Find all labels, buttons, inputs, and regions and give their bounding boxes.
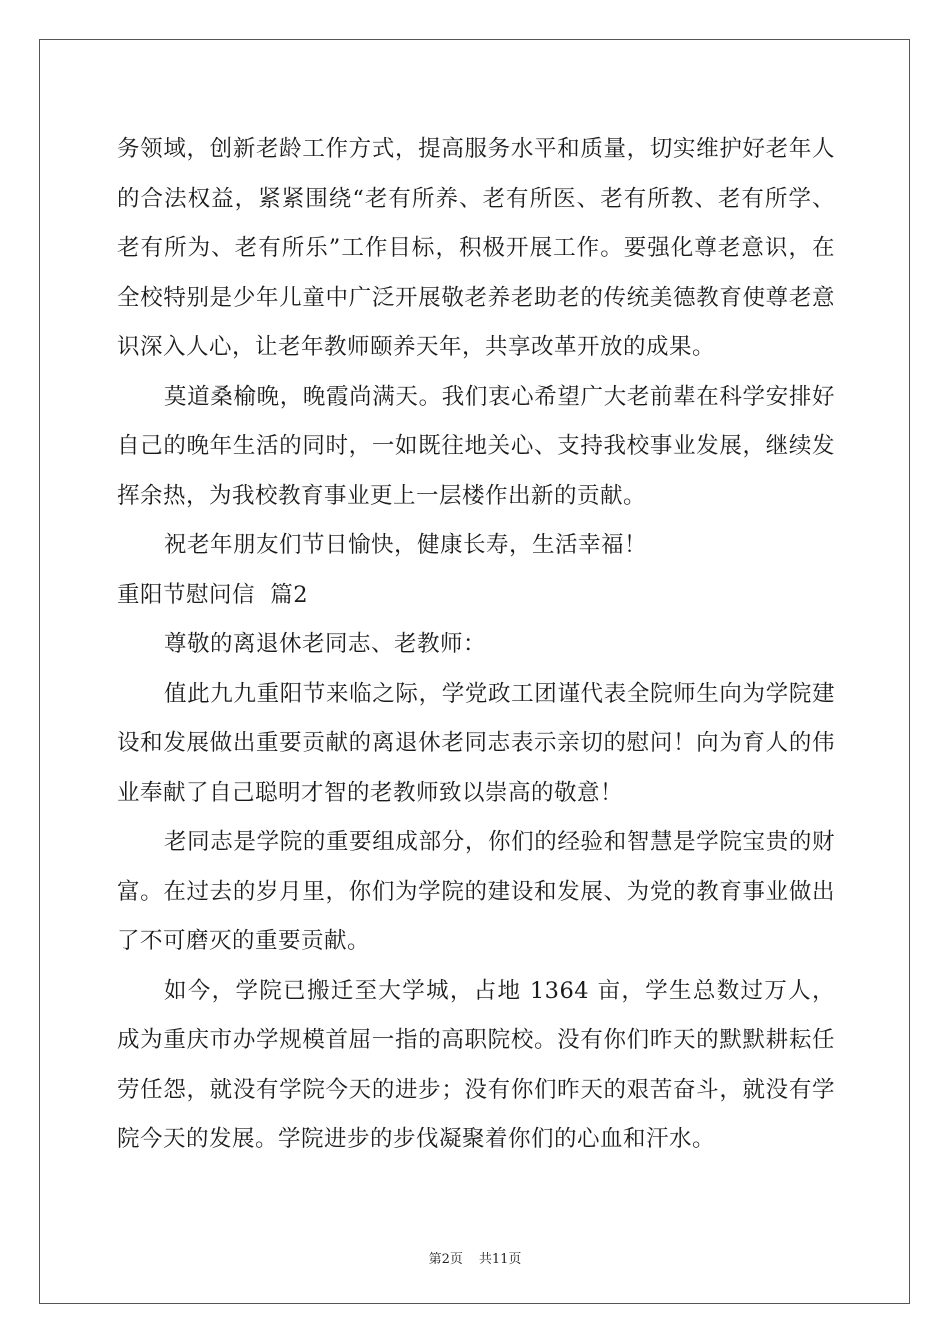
page-total: 共11页: [478, 1252, 522, 1267]
paragraph: 莫道桑榆晚，晚霞尚满天。我们衷心希望广大老前辈在科学安排好自己的晚年生活的同时，一如既往地关心、支持我校事业发展，继续发挥余热，为我校教育事业更上一层楼作出新的贡献。: [117, 383, 835, 509]
page-footer: [0, 1248, 950, 1267]
section-heading: 重阳节慰问信 篇2: [117, 581, 309, 608]
document-body: [117, 125, 835, 1165]
paragraph: 如今，学院已搬迁至大学城，占地 1364 亩，学生总数过万人，成为重庆市办学规模首屈一指的高职院校。没有你们昨天的默默耕耘任劳任怨，就没有学院今天的进步；没有你们昨天的艰苦奋斗，就没有学院今天的发展。学院进步的步伐凝聚着你们的心血和汗水。: [117, 977, 835, 1152]
paragraph: 务领域，创新老龄工作方式，提高服务水平和质量，切实维护好老年人的合法权益，紧紧围绕“老有所养、老有所医、老有所教、老有所学、老有所为、老有所乐”工作目标，积极开展工作。要强化尊老意识，在全校特别是少年儿童中广泛开展敬老养老助老的传统美德教育使尊老意识深入人心，让老年教师颐养天年，共享改革开放的成果。: [117, 136, 835, 360]
page-number: 第2页: [428, 1252, 463, 1267]
salutation: 尊敬的离退休老同志、老教师：: [164, 631, 487, 657]
paragraph: 值此九九重阳节来临之际，学党政工团谨代表全院师生向为学院建设和发展做出重要贡献的离退休老同志表示亲切的慰问！向为育人的伟业奉献了自己聪明才智的老教师致以崇高的敬意！: [117, 680, 835, 806]
paragraph: 祝老年朋友们节日愉快，健康长寿，生活幸福！: [164, 532, 648, 558]
paragraph: 老同志是学院的重要组成部分，你们的经验和智慧是学院宝贵的财富。在过去的岁月里，你们为学院的建设和发展、为党的教育事业做出了不可磨灭的重要贡献。: [117, 829, 835, 954]
